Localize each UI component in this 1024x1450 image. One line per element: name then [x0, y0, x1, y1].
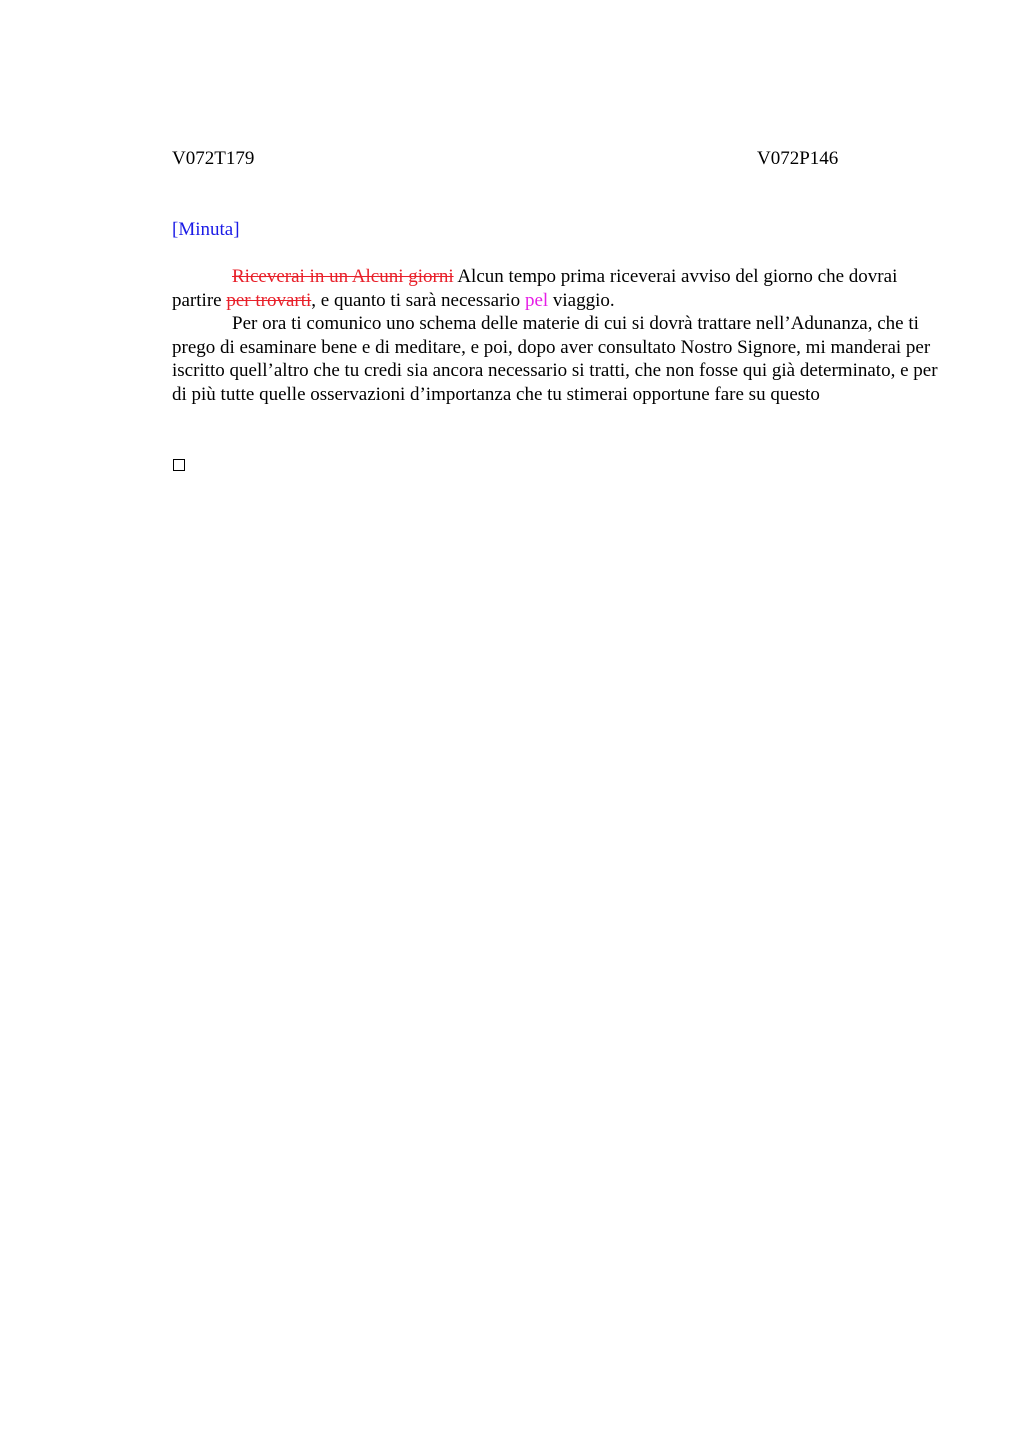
document-code-right: V072P146 — [757, 148, 839, 169]
paragraph-1-text-3: viaggio. — [548, 289, 615, 311]
inserted-text-1: pel — [524, 289, 549, 311]
paragraph-1-text-2: , e quanto ti sarà necessario — [311, 289, 525, 311]
paragraph-1 — [172, 265, 942, 312]
document-code-left: V072T179 — [172, 148, 255, 169]
paragraph-1-text-1: Alcun tempo prima riceverai avviso del giorno che dovrai partire — [172, 266, 898, 311]
letter-body — [172, 265, 942, 406]
deleted-text-2: per trovarti — [226, 289, 312, 311]
end-of-text-box-icon — [173, 459, 185, 471]
deleted-text-1: Riceverai in un Alcuni giorni — [232, 266, 454, 287]
paragraph-2: Per ora ti comunico uno schema delle materie di cui si dovrà trattare nell’Adunanza, che ti prego di esaminare bene e di meditare, e poi, dopo aver consultato Nostro Signore, mi manderai per iscritto quell’altro che tu credi sia ancora necessario si tratti, che non fosse qui già determinato, e per di più tutte quelle osservazioni d’importanza che tu stimerai opportune fare su questo — [172, 313, 938, 405]
minuta-label: [Minuta] — [172, 219, 240, 240]
